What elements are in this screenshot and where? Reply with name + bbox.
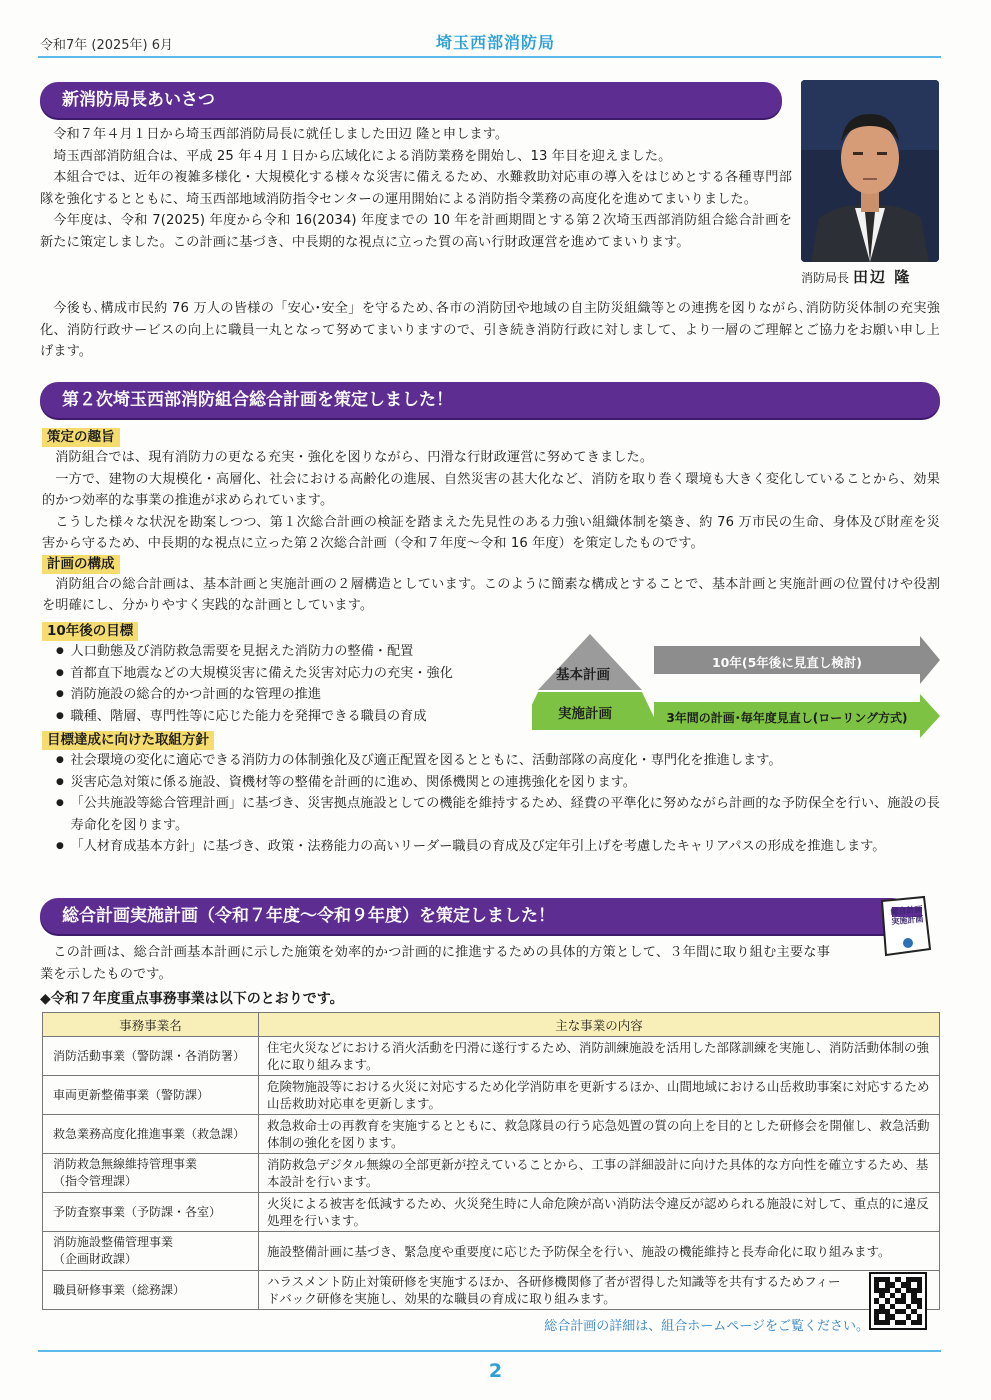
greeting-body-narrow <box>40 124 792 253</box>
greeting-paragraph: 今年度は、令和 7(2025) 年度から令和 16(2034) 年度までの 10 年を計画期間とする第２次埼玉西部消防組合総合計画を新たに策定しました。この計画に基づき、中長期的な視点に立った質の高い行財政運営を進めてまいります。 <box>40 213 792 250</box>
chief-name: 田辺 隆 <box>853 268 912 286</box>
measure-item: ● 災害応急対策に係る施設、資機材等の整備を計画的に進め、関係機関との連携強化を図ります。 <box>54 772 940 794</box>
table-row <box>43 1154 940 1193</box>
project-name: 消防救急無線維持管理事業 （指令管理課） <box>43 1154 259 1193</box>
goal-item: ● 人口動態及び消防救急需要を見据えた消防力の整備・配置 <box>54 641 542 663</box>
measure-item: ● 「人材育成基本方針」に基づき、政策・法務能力の高いリーダー職員の育成及び定年引上げを考慮したキャリアパスの形成を推進します。 <box>54 836 940 858</box>
implementation-plan-label: 実施計画 <box>558 706 612 722</box>
greeting-body-wide <box>40 298 940 363</box>
basic-plan-label: 基本計画 <box>556 667 610 683</box>
project-name: 消防施設整備管理事業 （企画財政課） <box>43 1232 259 1271</box>
plan-structure-diagram <box>532 630 942 740</box>
issue-date: 令和7年 (2025年) 6月 <box>40 38 174 53</box>
footer-divider <box>38 1350 941 1352</box>
header-divider <box>38 56 941 58</box>
project-content: 危険物施設等における火災に対応するため化学消防車を更新するほか、山間地域における山岳救助事案に対応するため山岳救助対応車を更新します。 <box>259 1076 940 1115</box>
goal-item: ● 消防施設の総合的かつ計画的な管理の推進 <box>54 684 542 706</box>
greeting-paragraph: 今後も､構成市民約 76 万人の皆様の「安心･安全」を守るため､各市の消防団や地域の自主防災組織等との連携を図りながら､消防防災体制の充実強化、消防行政サービスの向上に職員一丸となって努めてまいりますので、引き続き消防行政に対しまして、より一層のご理解とご協力をお願い申し上げます。 <box>40 301 940 359</box>
document-icon-text: 総合計画 実施計画 <box>890 904 924 927</box>
project-name: 予防査察事業（予防課・各室） <box>43 1193 259 1232</box>
measures-block <box>42 731 940 858</box>
greeting-paragraph: 本組合では、近年の複雑多様化・大規模化する様々な災害に備えるため、水難救助対応車の導入をはじめとする各種専門部隊を強化するとともに、埼玉西部地域消防指令センターの運用開始による消防指令業務の高度化を進めてまいりました。 <box>40 170 792 207</box>
greeting-paragraph: 埼玉西部消防組合は、平成 25 年４月１日から広域化による消防業務を開始し、13 年目を迎えました。 <box>53 148 672 164</box>
homepage-note: 総合計画の詳細は、組合ホームページをご覧ください。 <box>544 1319 869 1334</box>
priority-projects-table <box>42 1012 940 1310</box>
measure-item: ● 社会環境の変化に適応できる消防力の体制強化及び適正配置を図るとともに、活動部隊の高度化・専門化を推進します。 <box>54 750 940 772</box>
project-name: 車両更新整備事業（警防課） <box>43 1076 259 1115</box>
table-row <box>43 1076 940 1115</box>
plan-document-icon <box>872 895 934 957</box>
goal-item: ● 首都直下地震などの大規模災害に備えた災害対応力の充実・強化 <box>54 663 542 685</box>
table-row <box>43 1037 940 1076</box>
project-name: 救急業務高度化推進事業（救急課） <box>43 1115 259 1154</box>
measures-label: 目標達成に向けた取組方針 <box>42 731 214 750</box>
project-content: 住宅火災などにおける消火活動を円滑に遂行するため、消防訓練施設を活用した部隊訓練を実施し、消防活動体制の強化に取り組みます。 <box>259 1037 940 1076</box>
table-row <box>43 1193 940 1232</box>
purpose-paragraph: 消防組合では、現有消防力の更なる充実・強化を図りながら、円滑な行財政運営に努めてきました。 <box>55 450 654 465</box>
purpose-paragraph: こうした様々な状況を勘案しつつ、第１次総合計画の検証を踏まえた先見性のある力強い組織体制を築き、約 76 万市民の生命、身体及び財産を災害から守るため、中長期的な視点に立った第２次総合計画（令和７年度～令和 16 年度）を策定したものです。 <box>42 514 940 551</box>
goals-label: 10年後の目標 <box>42 622 138 641</box>
goal-item: ● 職種、階層、専門性等に応じた能力を発揮できる職員の育成 <box>54 706 542 728</box>
impl-intro-paragraph: この計画は、総合計画基本計画に示した施策を効率的かつ計画的に推進するための具体的方策として、３年間に取り組む主要な事業を示したものです。 <box>40 945 830 982</box>
table-row <box>43 1115 940 1154</box>
table-row <box>43 1232 940 1271</box>
greeting-paragraph: 令和７年４月１日から埼玉西部消防局長に就任しました田辺 隆と申します。 <box>53 127 509 142</box>
structure-label: 計画の構成 <box>42 555 120 574</box>
organization-name: 埼玉西部消防局 <box>435 33 555 52</box>
impl-intro <box>40 942 830 985</box>
impl-section-title: 総合計画実施計画（令和７年度～令和９年度）を策定しました！ <box>40 898 910 934</box>
chief-role: 消防局長 <box>801 271 850 285</box>
goals-block <box>42 622 542 727</box>
project-content: 救急救命士の再教育を実施するとともに、救急隊員の行う応急処置の質の向上を目的とした研修会を開催し、救急活動体制の強化を図ります。 <box>259 1115 940 1154</box>
homepage-qr-code[interactable] <box>869 1272 927 1330</box>
purpose-label: 策定の趣旨 <box>42 428 120 447</box>
plan-section-title: 第２次埼玉西部消防組合総合計画を策定しました！ <box>40 382 940 418</box>
project-content: ハラスメント防止対策研修を実施するほか、各研修機関修了者が習得した知識等を共有するためフィードバック研修を実施し、効果的な職員の育成に取り組みます。 <box>259 1271 940 1310</box>
project-name: 消防活動事業（警防課・各消防署） <box>43 1037 259 1076</box>
project-content: 火災による被害を低減するため、火災発生時に人命危険が高い消防法令違反が認められる施設に対して、重点的に違反処理を行います。 <box>259 1193 940 1232</box>
table-header: 主な事業の内容 <box>259 1013 940 1037</box>
measure-item: ● 「公共施設等総合管理計画」に基づき、災害拠点施設としての機能を維持するため、経費の平準化に努めながら計画的な予防保全を行い、施設の長寿命化を図ります。 <box>54 793 940 836</box>
table-header: 事務事業名 <box>43 1013 259 1037</box>
project-name: 職員研修事業（総務課） <box>43 1271 259 1310</box>
chief-caption <box>801 266 939 287</box>
page-number: 2 <box>488 1360 503 1382</box>
implementation-plan-period: 3年間の計画･毎年度見直し(ローリング方式) <box>666 711 908 725</box>
chief-portrait <box>801 80 939 262</box>
priority-projects-table-wrap <box>42 1012 940 1310</box>
portrait-image <box>801 80 939 262</box>
structure-paragraph: 消防組合の総合計画は、基本計画と実施計画の２層構造としています。このように簡素な構成とすることで、基本計画と実施計画の位置付けや役割を明確にし、分かりやすく実践的な計画としています。 <box>42 576 940 613</box>
greeting-section-title: 新消防局長あいさつ <box>40 82 782 118</box>
project-content: 消防救急デジタル無線の全部更新が控えていることから、工事の詳細設計に向けた具体的な方向性を確立するため、基本設計を行います。 <box>259 1154 940 1193</box>
project-content: 施設整備計画に基づき、緊急度や重要度に応じた予防保全を行い、施設の機能維持と長寿命化に取り組みます。 <box>259 1232 940 1271</box>
basic-plan-period: 10年(5年後に見直し検討) <box>711 655 863 670</box>
purpose-paragraph: 一方で、建物の大規模化・高層化、社会における高齢化の進展、自然災害の甚大化など、消防を取り巻く環境も大きく変化していることから、効果的かつ効率的な事業の推進が求められています。 <box>42 471 940 508</box>
table-row <box>43 1271 940 1310</box>
plan-purpose <box>42 428 940 617</box>
priority-list-heading: ◆令和７年度重点事務事業は以下のとおりです。 <box>40 991 344 1007</box>
